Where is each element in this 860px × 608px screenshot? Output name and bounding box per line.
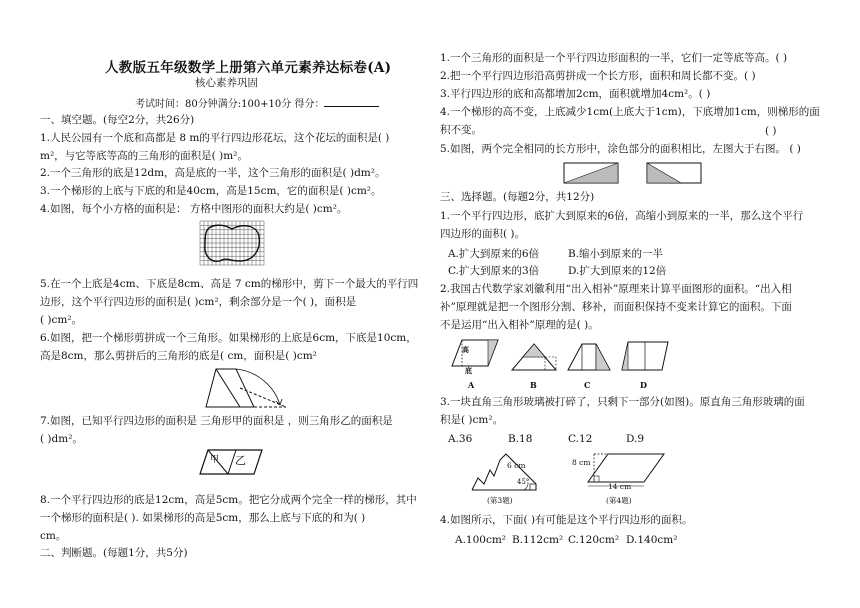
exam-info-text: 考试时间：80分钟满分:100+10分 得分： <box>135 99 325 110</box>
question-fill-5a: 5.在一个上底是4cm、下底是8cm、高是 7 cm的梯形中，剪下一个最大的平行四 <box>40 278 419 290</box>
question-fill-1b: m²，与它等底等高的三角形的面积是( )m²。 <box>40 150 248 162</box>
choice-2-figure-d <box>620 340 670 372</box>
question-judge-4c: ( ) <box>765 125 777 137</box>
choice-1-option-c[interactable]: C.扩大到原来的3倍 <box>448 265 540 277</box>
question-fill-6b: 高是8cm，那么剪拼后的三角形的底是( cm，面积是( )cm² <box>40 350 317 362</box>
choice-3-option-a[interactable]: A.36 <box>448 433 473 445</box>
choice-2-figure-b <box>510 340 558 372</box>
question-fill-3: 3.一个梯形的上底与下底的和是40cm，高是15cm，它的面积是( )cm²。 <box>40 185 382 197</box>
question-choice-3b: 积是( )cm²。 <box>440 414 504 426</box>
fig3-angle-label: 45° <box>517 478 530 486</box>
question-judge-1: 1.一个三角形的面积是一个平行四边形面积的一半，它们一定等底等高。( ) <box>440 52 788 64</box>
choice-3-option-b[interactable]: B.18 <box>508 433 533 445</box>
score-blank[interactable] <box>324 97 379 107</box>
question-fill-2: 2.一个三角形的底是12dm，高是底的一半，这个三角形的面积是( )dm²。 <box>40 167 386 179</box>
choice-2-figure-a <box>450 338 500 372</box>
question-choice-2a: 2.我国古代数学家刘徽利用“出入相补”原理来计算平面图形的面积。“出入相 <box>440 283 792 295</box>
question-fill-5b: 边形，这个平行四边形的面积是( )cm²，剩余部分是一个( )，面积是 <box>40 296 357 308</box>
question-fill-8a: 8.一个平行四边形的底是12cm，高是5cm。把它分成两个完全一样的梯形，其中 <box>40 494 417 506</box>
choice-2-di-label: 底 <box>465 366 472 375</box>
choice-3-option-d[interactable]: D.9 <box>626 433 645 445</box>
grid-figure-q4 <box>200 221 264 265</box>
page-title: 人教版五年级数学上册第六单元素养达标卷(A) <box>105 60 392 76</box>
question-judge-5: 5.如图，两个完全相同的长方形中，涂色部分的面积相比，左图大于右图。 ( ) <box>440 143 801 155</box>
shaded-rectangles-figure-j5 <box>563 162 703 184</box>
page-subtitle: 核心素养巩固 <box>195 77 258 89</box>
choice-2-label-a[interactable]: A <box>468 380 475 390</box>
fig4-base-label: 14 cm <box>608 482 632 491</box>
choice-4-option-c[interactable]: C.120cm² <box>568 534 620 546</box>
question-fill-8c: cm。 <box>40 530 67 542</box>
question-fill-5c: ( )cm²。 <box>40 314 83 326</box>
question-judge-4a: 4.一个梯形的高不变，上底减少1cm(上底大于1cm)，下底增加1cm，则梯形的面 <box>440 106 820 118</box>
fig3-caption: (第3题) <box>487 496 513 505</box>
fig3-length-label: 6 cm <box>507 461 526 470</box>
choice-2-label-b[interactable]: B <box>530 380 537 390</box>
choice-1-option-d[interactable]: D.扩大到原来的12倍 <box>568 265 667 277</box>
question-fill-1a: 1.人民公园有一个底和高都是 8 m的平行四边形花坛，这个花坛的面积是( ) <box>40 132 390 144</box>
trapezoid-triangle-figure-q6 <box>196 365 296 409</box>
exam-info <box>135 95 379 110</box>
question-judge-2: 2.把一个平行四边形沿高剪拼成一个长方形，面积和周长都不变。( ) <box>440 70 756 82</box>
choice-2-label-c[interactable]: C <box>584 380 591 390</box>
question-judge-3: 3.平行四边形的底和高都增加2cm，面积就增加4cm²。( ) <box>440 88 711 100</box>
question-judge-4b: 积不变。 <box>440 124 482 136</box>
section-choice-title: 三、选择题。(每题2分，共12分) <box>440 191 595 203</box>
question-fill-6a: 6.如图，把一个梯形剪拼成一个三角形。如果梯形的上底是6cm，下底是10cm， <box>40 332 417 344</box>
parallelogram-figure-q7 <box>198 448 264 476</box>
question-choice-1b: 四边形的面积( )。 <box>440 228 526 240</box>
question-choice-2c: 不是运用“出入相补”原理的是( )。 <box>440 319 599 331</box>
choice-4-option-d[interactable]: D.140cm² <box>626 534 678 546</box>
choice-3-option-c[interactable]: C.12 <box>568 433 593 445</box>
question-choice-3a: 3.一块直角三角形玻璃被打碎了，只剩下一部分(如图)。原直角三角形玻璃的面 <box>440 396 805 408</box>
question-choice-4: 4.如图所示，下面( )有可能是这个平行四边形的面积。 <box>440 514 693 526</box>
question-choice-2b: 补”原理就是把一个图形分割、移补，而面积保持不变来计算它的面积。下面 <box>440 301 792 313</box>
question-fill-7b: ( )dm²。 <box>40 433 83 445</box>
question-fill-7a: 7.如图，已知平行四边形的面积是 三角形甲的面积是 ，则三角形乙的面积是 <box>40 415 393 427</box>
question-choice-1a: 1.一个平行四边形，底扩大到原来的6倍，高缩小到原来的一半，那么这个平行 <box>440 210 804 222</box>
choice-2-gao-label: 高 <box>462 345 469 354</box>
triangle-label-jia: 甲 <box>210 455 220 465</box>
triangle-label-yi: 乙 <box>235 454 246 467</box>
section-fill-in-title: 一、填空题。(每空2分，共26分) <box>40 114 195 126</box>
choice-1-option-b[interactable]: B.缩小到原来的一半 <box>568 248 664 260</box>
fig4-height-label: 8 cm <box>572 458 591 467</box>
question-fill-8b: 一个梯形的面积是( ). 如果梯形的高是5cm，那么上底与下底的和为( ) <box>40 512 366 524</box>
choice-1-option-a[interactable]: A.扩大到原来的6倍 <box>448 248 540 260</box>
question-fill-4: 4.如图，每个小方格的面积是： 方格中图形的面积大约是( )cm²。 <box>40 203 348 215</box>
choice-2-label-d[interactable]: D <box>640 380 647 390</box>
choice-2-figure-c <box>566 340 612 372</box>
choice-4-option-b[interactable]: B.112cm² <box>512 534 564 546</box>
section-judge-title: 二、判断题。(每题1分，共5分) <box>40 547 188 559</box>
fig4-caption: (第4题) <box>606 496 632 505</box>
choice-4-option-a[interactable]: A.100cm² <box>455 534 507 546</box>
